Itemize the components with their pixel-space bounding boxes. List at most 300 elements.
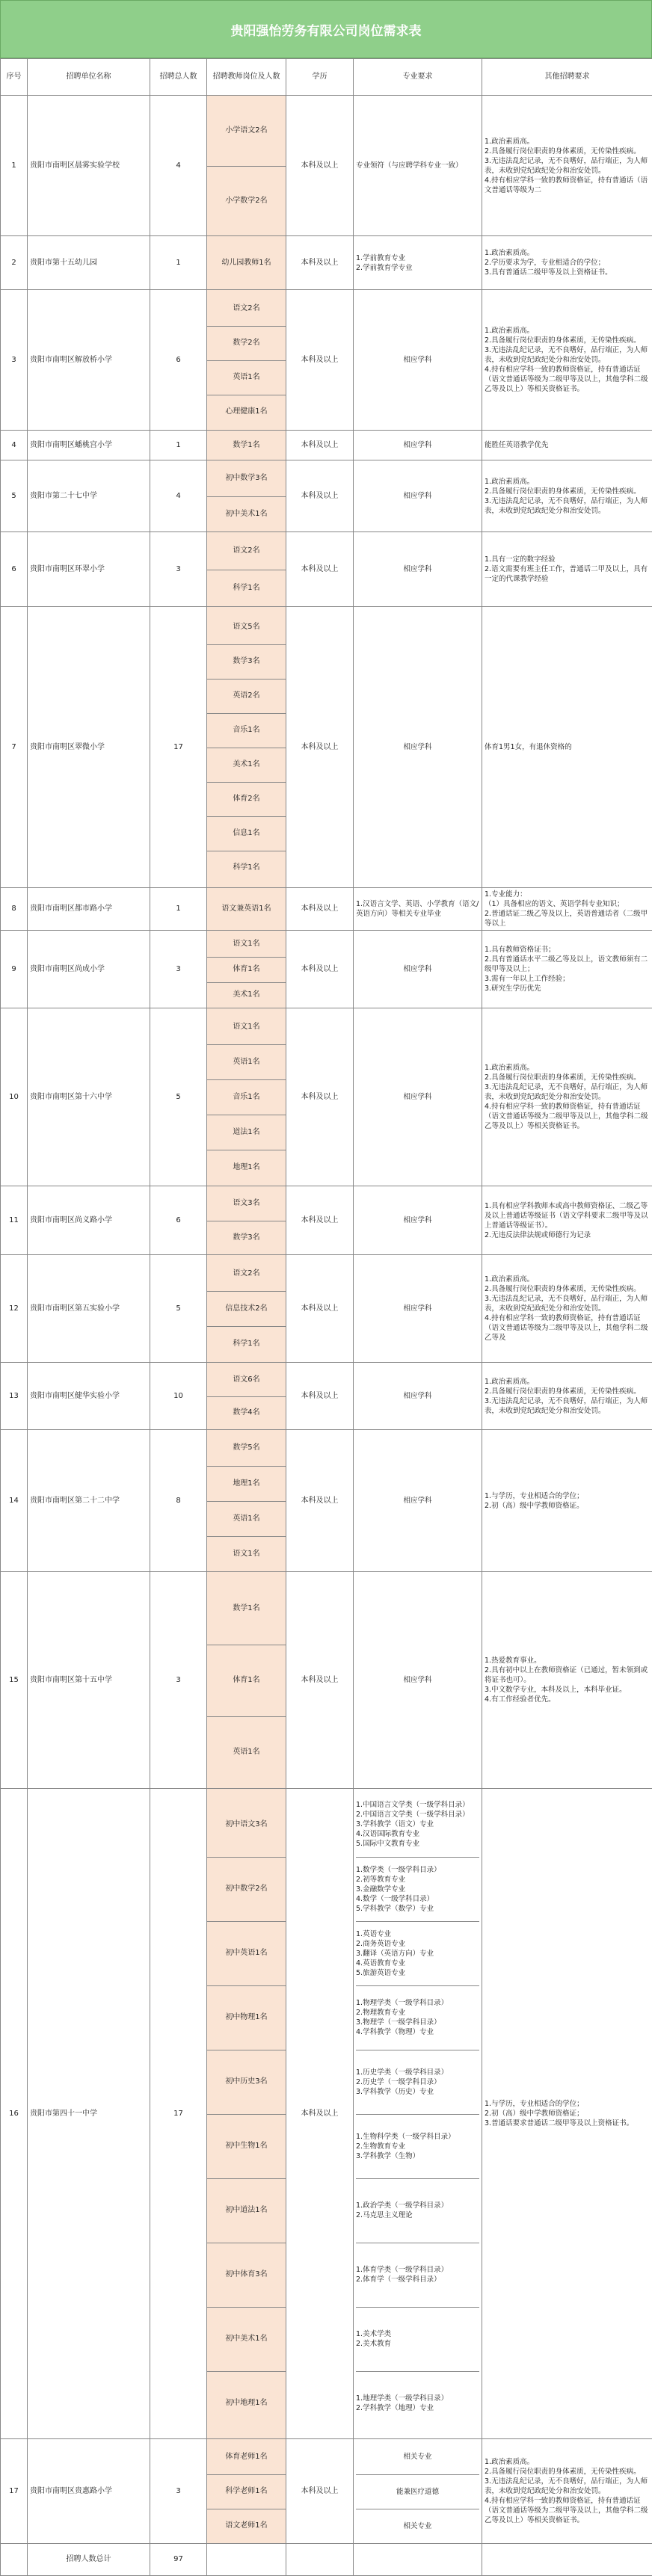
position-item: 音乐1名 (207, 1079, 286, 1115)
requirement-line: 1.与学历，专业相适合的学位； (485, 1491, 650, 1501)
education: 本科及以上 (286, 290, 354, 431)
unit-name: 贵阳市南明区尚成小学 (28, 931, 150, 1008)
position-item: 初中体育3名 (207, 2243, 286, 2307)
header-total: 招聘总人数 (150, 59, 207, 96)
major-line: 3.金融数学专业 (356, 1885, 479, 1894)
row-no: 12 (1, 1255, 28, 1363)
position-list (207, 1789, 286, 2439)
row-no: 13 (1, 1363, 28, 1430)
requirement-line: 3.无违法乱纪记录，无不良嗜好，品行端正，为人师表，未收到党纪政纪处分和治安处罚。 (485, 1082, 650, 1102)
table-row (1, 96, 652, 236)
other-requirement (482, 1255, 652, 1363)
major-line: 2.生物教育专业 (356, 2142, 479, 2151)
major-requirement (354, 236, 482, 290)
position-item: 语文1名 (207, 931, 286, 957)
major-line: 相应学科 (356, 564, 479, 574)
requirement-line: 2.具备履行岗位职责的身体素质，无传染性疾病。 (485, 336, 650, 345)
position-item: 初中英语1名 (207, 1921, 286, 1985)
row-no: 1 (1, 96, 28, 236)
position-item: 初中美术1名 (207, 2307, 286, 2371)
requirement-line: 3.无违法乱纪记录，无不良嗜好，品行端正，为人师表，未收到党纪政纪处分和治安处罚。 (485, 345, 650, 365)
row-no: 5 (1, 460, 28, 532)
row-no: 2 (1, 236, 28, 290)
major-line: 相应学科 (356, 491, 479, 501)
position-list (207, 1363, 286, 1430)
position-item: 体育1名 (207, 1645, 286, 1716)
requirement-line: 4.有工作经验者优先。 (485, 1695, 650, 1704)
table-row (1, 1789, 652, 2439)
table-row (1, 1186, 652, 1255)
major-line: 相关专业 (356, 2509, 479, 2543)
requirement-line: 1.与学历，专业相适合的学位； (485, 2099, 650, 2109)
other-requirement (482, 1789, 652, 2439)
requirement-line: 3.中文数学专业，本科及以上，本科毕业证。 (485, 1685, 650, 1695)
major-line: 2.学科教学（地理）专业 (356, 2403, 479, 2413)
position-item: 美术1名 (207, 982, 286, 1008)
major-group (356, 2178, 479, 2243)
position-item: 英语1名 (207, 1501, 286, 1536)
position-list (207, 931, 286, 1008)
position-item: 数学4名 (207, 1396, 286, 1429)
major-requirement (354, 1789, 482, 2439)
major-line: 1.政治学类（一级学科目录） (356, 2201, 479, 2210)
major-line: 3.学科教学（语文）专业 (356, 1819, 479, 1829)
major-line: 3.翻译（英语方向）专业 (356, 1949, 479, 1959)
position-list (207, 290, 286, 431)
major-group (356, 1921, 479, 1985)
requirement-line: 4.持有相应学科一致的教师资格证，持有普通话证（语文普通话等级为二级甲等及以上，其他学科二级乙等及以上）等相关资格证书。 (485, 365, 650, 394)
requirement-line: （1）具备相应的语文、英语学科专业知识； (485, 899, 650, 909)
requirement-line: 1.具有教师资格证书； (485, 945, 650, 955)
position-list (207, 1255, 286, 1363)
education: 本科及以上 (286, 1186, 354, 1255)
requirement-line: 体育1男1女，有退休资格的 (485, 742, 650, 752)
major-line: 1.历史学类（一级学科目录） (356, 2068, 479, 2077)
unit-name: 贵阳市南明区都市路小学 (28, 888, 150, 931)
major-requirement (354, 1008, 482, 1186)
position-list (207, 607, 286, 888)
row-no: 15 (1, 1572, 28, 1789)
table-row (1, 1008, 652, 1186)
position-item: 音乐1名 (207, 713, 286, 748)
requirement-line: 2.语文需要有班主任工作，普通话二甲及以上，具有一定的代课教学经验 (485, 564, 650, 584)
major-line: 4.学科教学（物理）专业 (356, 2027, 479, 2037)
other-requirement (482, 1363, 652, 1430)
position-item: 数学1名 (207, 431, 286, 460)
other-requirement (482, 236, 652, 290)
unit-name: 贵阳市南明区第十六中学 (28, 1008, 150, 1186)
education: 本科及以上 (286, 431, 354, 460)
major-line: 1.数学类（一级学科目录） (356, 1865, 479, 1875)
row-total: 3 (150, 1572, 207, 1789)
other-requirement (482, 431, 652, 460)
major-line: 3.学科教学（生物） (356, 2151, 479, 2161)
position-list (207, 460, 286, 532)
requirement-line: 1.政治素质高。 (485, 248, 650, 258)
row-total: 4 (150, 96, 207, 236)
header-row (1, 59, 652, 96)
requirement-line: 2.具备履行岗位职责的身体素质，无传染性疾病。 (485, 2467, 650, 2477)
row-no: 3 (1, 290, 28, 431)
table-row (1, 1430, 652, 1572)
total-empty-3 (354, 2544, 482, 2576)
unit-name: 贵阳市南明区第十五中学 (28, 1572, 150, 1789)
requirement-line: 2.具备履行岗位职责的身体素质，无传染性疾病。 (485, 1387, 650, 1396)
row-total: 1 (150, 236, 207, 290)
page-title: 贵阳强怡劳务有限公司岗位需求表 (0, 0, 652, 58)
position-item: 体育2名 (207, 782, 286, 816)
row-no: 7 (1, 607, 28, 888)
row-no: 11 (1, 1186, 28, 1255)
major-line: 相关专业 (356, 2440, 479, 2474)
position-item: 英语1名 (207, 360, 286, 395)
major-line: 1.汉语言文学、英语、小学教育（语文/英语方向）等相关专业毕业 (356, 899, 479, 919)
position-item: 道法1名 (207, 1115, 286, 1150)
requirement-line: 2.具备履行岗位职责的身体素质，无传染性疾病。 (485, 1284, 650, 1294)
education: 本科及以上 (286, 1008, 354, 1186)
requirement-line: 3.需有一年以上工作经验； (485, 974, 650, 984)
major-requirement (354, 607, 482, 888)
unit-name: 贵阳市南明区解放桥小学 (28, 290, 150, 431)
position-list (207, 1008, 286, 1186)
row-no: 10 (1, 1008, 28, 1186)
major-line: 2.历史学（一级学科目录） (356, 2077, 479, 2087)
position-item: 初中美术1名 (207, 496, 286, 531)
position-item: 初中地理1名 (207, 2371, 286, 2435)
unit-name: 贵阳市南明区贵惠路小学 (28, 2439, 150, 2544)
major-line: 相应学科 (356, 742, 479, 752)
row-total: 1 (150, 431, 207, 460)
requirement-line: 2.具备履行岗位职责的身体素质，无传染性疾病。 (485, 1073, 650, 1082)
row-no: 14 (1, 1430, 28, 1572)
major-line: 相应学科 (356, 440, 479, 450)
unit-name: 贵阳市南明区翠微小学 (28, 607, 150, 888)
major-group (356, 1857, 479, 1921)
major-line: 相应学科 (356, 1215, 479, 1225)
position-list (207, 2439, 286, 2544)
requirement-line: 3.无违法乱纪记录，无不良嗜好，品行端正，为人师表，未收到党纪政纪处分和治安处罚。 (485, 156, 650, 176)
major-requirement (354, 96, 482, 236)
position-item: 英语2名 (207, 679, 286, 713)
major-line: 2.物理教育专业 (356, 2008, 479, 2018)
position-item: 语文5名 (207, 610, 286, 644)
major-line: 3.物理学（一级学科目录） (356, 2018, 479, 2027)
total-row (1, 2544, 652, 2576)
row-no: 8 (1, 888, 28, 931)
header-major: 专业要求 (354, 59, 482, 96)
requirement-line: 1.政治素质高。 (485, 1063, 650, 1073)
table-row (1, 2439, 652, 2544)
education: 本科及以上 (286, 532, 354, 607)
requirement-line: 1.政治素质高。 (485, 326, 650, 336)
major-line: 5.学科教学（数学）专业 (356, 1904, 479, 1914)
position-item: 初中历史3名 (207, 2050, 286, 2114)
other-requirement (482, 1572, 652, 1789)
major-line: 5.国际中文教育专业 (356, 1839, 479, 1849)
row-no: 16 (1, 1789, 28, 2439)
recruitment-table (0, 58, 652, 2576)
education: 本科及以上 (286, 1572, 354, 1789)
position-item: 语文兼英语1名 (207, 895, 286, 924)
major-group (356, 2307, 479, 2371)
row-total: 4 (150, 460, 207, 532)
education: 本科及以上 (286, 607, 354, 888)
education: 本科及以上 (286, 1430, 354, 1572)
position-item: 数学5名 (207, 1431, 286, 1466)
position-item: 语文6名 (207, 1364, 286, 1396)
position-item: 数学1名 (207, 1573, 286, 1645)
major-group (356, 2371, 479, 2435)
major-line: 4.汉语国际教育专业 (356, 1829, 479, 1839)
major-line: 相应学科 (356, 1675, 479, 1685)
row-total: 5 (150, 1008, 207, 1186)
requirement-line: 1.具有相应学科教师本或高中教师资格证、二级乙等及以上普通话等级证书（语文学科要求二级甲等及以上普通话等级证书）。 (485, 1201, 650, 1230)
position-item: 体育1名 (207, 957, 286, 982)
position-item: 英语1名 (207, 1044, 286, 1079)
major-line: 4.英语教育专业 (356, 1959, 479, 1968)
education: 本科及以上 (286, 1363, 354, 1430)
position-item: 语文老师1名 (207, 2509, 286, 2543)
row-total: 8 (150, 1430, 207, 1572)
education: 本科及以上 (286, 1789, 354, 2439)
row-total: 17 (150, 1789, 207, 2439)
position-item: 地理1名 (207, 1466, 286, 1501)
table-row (1, 290, 652, 431)
other-requirement (482, 931, 652, 1008)
major-line: 相应学科 (356, 1391, 479, 1401)
row-no: 17 (1, 2439, 28, 2544)
position-item: 语文3名 (207, 1187, 286, 1221)
table-row (1, 888, 652, 931)
requirement-line: 3.无违法乱纪记录，无不良嗜好，品行端正，为人师表，未收到党纪政纪处分和治安处罚。 (485, 1396, 650, 1416)
other-requirement (482, 1186, 652, 1255)
major-line: 1.英语专业 (356, 1929, 479, 1939)
table-row (1, 1255, 652, 1363)
total-empty-2 (286, 2544, 354, 2576)
major-requirement (354, 1186, 482, 1255)
major-line: 相应学科 (356, 1092, 479, 1102)
position-list (207, 236, 286, 290)
major-group (356, 1985, 479, 2050)
requirement-line: 2.无违反法律法规或师德行为记录 (485, 1230, 650, 1240)
position-item: 地理1名 (207, 1150, 286, 1185)
major-line: 2.中国语言文学类（一级学科目录） (356, 1810, 479, 1819)
major-line: 相应学科 (356, 355, 479, 365)
major-line: 2.学前教育学专业 (356, 263, 479, 273)
position-item: 语文2名 (207, 292, 286, 326)
other-requirement (482, 607, 652, 888)
major-group (356, 1793, 479, 1857)
major-line: 2.初等教育专业 (356, 1875, 479, 1885)
requirement-line: 1.具有一定的数字经验 (485, 555, 650, 564)
requirement-line: 1.政治素质高。 (485, 1377, 650, 1387)
table-row (1, 1363, 652, 1430)
education: 本科及以上 (286, 236, 354, 290)
position-item: 幼儿园教师1名 (207, 236, 286, 289)
unit-name: 贵阳市南明区尚义路小学 (28, 1186, 150, 1255)
major-line: 3.学科教学（历史）专业 (356, 2087, 479, 2097)
other-requirement (482, 2439, 652, 2544)
major-line: 专业领符（与应聘学科专业一致） (356, 161, 479, 170)
major-requirement (354, 1363, 482, 1430)
table-row (1, 931, 652, 1008)
major-requirement (354, 290, 482, 431)
major-group (356, 2243, 479, 2307)
position-item: 心理健康1名 (207, 395, 286, 429)
position-item: 初中道法1名 (207, 2178, 286, 2243)
position-item: 数学3名 (207, 1221, 286, 1254)
header-positions: 招聘教师岗位及人数 (207, 59, 286, 96)
major-group (356, 2114, 479, 2178)
major-line: 1.生物科学类（一级学科目录） (356, 2132, 479, 2142)
other-requirement (482, 888, 652, 931)
other-requirement (482, 96, 652, 236)
major-line: 2.商务英语专业 (356, 1939, 479, 1949)
position-list (207, 1186, 286, 1255)
requirement-line: 4.持有相应学科一致的教师资格证，持有普通话证（语文普通话等级为二级甲等及以上，其他学科二级乙等及以上）等相关资格证书。 (485, 2496, 650, 2525)
requirement-line: 4.持有相应学科一致的教师资格证，持有普通话证（语文普通话等级为二级甲等及以上，其他学科二级乙等及以上）等相关资格证书。 (485, 1102, 650, 1131)
major-requirement (354, 431, 482, 460)
position-item: 体育老师1名 (207, 2440, 286, 2474)
education: 本科及以上 (286, 888, 354, 931)
row-total: 3 (150, 2439, 207, 2544)
major-line: 能兼医疗道德 (356, 2474, 479, 2509)
row-total: 6 (150, 1186, 207, 1255)
header-edu: 学历 (286, 59, 354, 96)
requirement-line: 3.无违法乱纪记录，无不良嗜好，品行端正，为人师表，未收到党纪政纪处分和治安处罚。 (485, 1294, 650, 1313)
total-label: 招聘人数总计 (28, 2544, 150, 2576)
major-line: 5.旅游英语专业 (356, 1968, 479, 1978)
major-requirement (354, 2439, 482, 2544)
position-item: 英语1名 (207, 1716, 286, 1788)
requirement-line: 2.学历要求为学，专业相适合的学位； (485, 258, 650, 268)
position-item: 语文1名 (207, 1536, 286, 1571)
header-other: 其他招聘要求 (482, 59, 652, 96)
position-item: 初中生物1名 (207, 2114, 286, 2178)
total-blank (1, 2544, 28, 2576)
header-unit: 招聘单位名称 (28, 59, 150, 96)
row-total: 6 (150, 290, 207, 431)
position-list (207, 888, 286, 931)
table-row (1, 607, 652, 888)
major-line: 1.体育学类（一级学科目录） (356, 2265, 479, 2275)
position-list (207, 96, 286, 236)
major-line: 2.美术教育 (356, 2339, 479, 2349)
major-group (356, 2050, 479, 2114)
major-line: 1.地理学类（一级学科目录） (356, 2394, 479, 2403)
requirement-line: 2.具有初中以上在教师资格证（已通过，暂未领到或将证书也可）。 (485, 1666, 650, 1685)
position-item: 语文2名 (207, 1256, 286, 1291)
row-total: 3 (150, 532, 207, 607)
major-line: 4.数学（一级学科目录） (356, 1894, 479, 1904)
position-item: 科学1名 (207, 570, 286, 606)
table-row (1, 236, 652, 290)
total-empty-1 (207, 2544, 286, 2576)
requirement-line: 1.专业能力： (485, 890, 650, 899)
unit-name: 贵阳市南明区蟠桃宫小学 (28, 431, 150, 460)
row-total: 5 (150, 1255, 207, 1363)
major-requirement (354, 532, 482, 607)
unit-name: 贵阳市南明区晨雾实验学校 (28, 96, 150, 236)
other-requirement (482, 460, 652, 532)
position-item: 小学数学2名 (207, 166, 286, 235)
position-item: 美术1名 (207, 748, 286, 782)
position-item: 语文1名 (207, 1009, 286, 1044)
position-item: 科学1名 (207, 851, 286, 885)
requirement-line: 4.持有相应学科一致的教师资格证，持有普通话（语文普通话等级为二 (485, 176, 650, 195)
row-total: 17 (150, 607, 207, 888)
table-row (1, 1572, 652, 1789)
requirement-line: 1.政治素质高。 (485, 2457, 650, 2467)
major-line: 1.中国语言文学类（一级学科目录） (356, 1800, 479, 1810)
header-no: 序号 (1, 59, 28, 96)
education: 本科及以上 (286, 96, 354, 236)
position-item: 科学老师1名 (207, 2474, 286, 2509)
position-item: 语文2名 (207, 533, 286, 570)
unit-name: 贵阳市南明区健华实验小学 (28, 1363, 150, 1430)
requirement-line: 3.普通话要求普通话二级甲等及以上资格证书。 (485, 2119, 650, 2128)
position-list (207, 1430, 286, 1572)
requirement-line: 1.政治素质高。 (485, 477, 650, 487)
other-requirement (482, 1430, 652, 1572)
requirement-line: 1.热爱教育事业。 (485, 1656, 650, 1666)
unit-name: 贵阳市南明区环翠小学 (28, 532, 150, 607)
major-line: 2.马克思主义理论 (356, 2210, 479, 2220)
requirement-line: 3.具有普通话二级甲等及以上资格证书。 (485, 268, 650, 277)
position-item: 初中语文3名 (207, 1793, 286, 1857)
education: 本科及以上 (286, 460, 354, 532)
education: 本科及以上 (286, 1255, 354, 1363)
unit-name: 贵阳市南明区第二十二中学 (28, 1430, 150, 1572)
position-item: 小学语文2名 (207, 96, 286, 166)
major-line: 相应学科 (356, 1304, 479, 1313)
major-requirement (354, 888, 482, 931)
major-line: 1.学前教育专业 (356, 253, 479, 263)
row-no: 4 (1, 431, 28, 460)
major-requirement (354, 931, 482, 1008)
position-list (207, 1572, 286, 1789)
total-empty-4 (482, 2544, 652, 2576)
position-list (207, 431, 286, 460)
requirement-line: 2.具有普通话水平二级乙等及以上，语文教师须有二级甲等及以上； (485, 955, 650, 974)
position-item: 初中数学3名 (207, 461, 286, 496)
position-list (207, 532, 286, 607)
position-item: 数学2名 (207, 326, 286, 360)
major-requirement (354, 1255, 482, 1363)
requirement-line: 2.具备履行岗位职责的身体素质，无传染性疾病。 (485, 147, 650, 156)
row-no: 9 (1, 931, 28, 1008)
table-row (1, 460, 652, 532)
major-requirement (354, 460, 482, 532)
position-item: 初中数学2名 (207, 1857, 286, 1921)
unit-name: 贵阳市第四十一中学 (28, 1789, 150, 2439)
major-line: 1.美术学类 (356, 2329, 479, 2339)
requirement-line: 4.持有相应学科一致的教师资格证，持有普通话证（语文普通话等级为二级甲等及以上，其他学科二级乙等及 (485, 1313, 650, 1343)
unit-name: 贵阳市第二十七中学 (28, 460, 150, 532)
position-item: 信息技术2名 (207, 1291, 286, 1326)
requirement-line: 3.无违法乱纪记录，无不良嗜好，品行端正，为人师表，未收到党纪政纪处分和治安处罚。 (485, 2477, 650, 2496)
requirement-line: 2.普通话证二级乙等及以上，英语普通话者（二级甲等以上 (485, 909, 650, 928)
education: 本科及以上 (286, 931, 354, 1008)
requirement-line: 能胜任英语教学优先 (485, 440, 650, 450)
row-total: 10 (150, 1363, 207, 1430)
requirement-line: 1.政治素质高。 (485, 137, 650, 147)
requirement-line: 2.具备履行岗位职责的身体素质，无传染性疾病。 (485, 487, 650, 496)
position-item: 数学3名 (207, 644, 286, 679)
other-requirement (482, 1008, 652, 1186)
major-line: 相应学科 (356, 1496, 479, 1506)
major-requirement (354, 1430, 482, 1572)
